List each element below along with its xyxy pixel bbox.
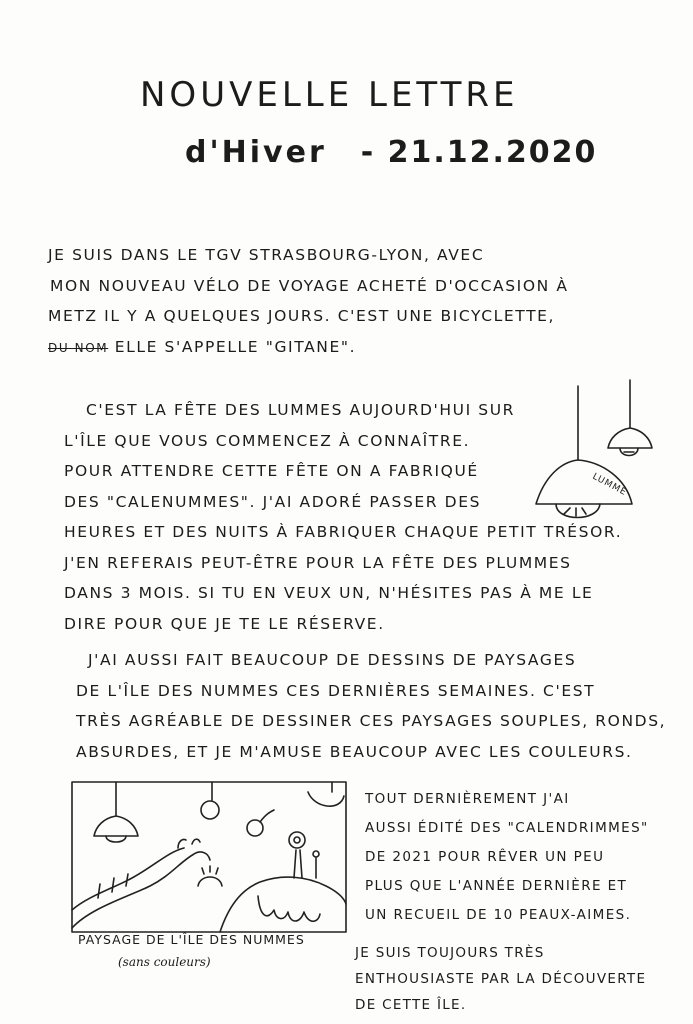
text-line: ABSURDES, ET JE M'AMUSE BEAUCOUP AVEC LES COULEURS.	[76, 742, 633, 761]
text-line: TRÈS AGRÉABLE DE DESSINER CES PAYSAGES SOUPLES, RONDS,	[76, 712, 667, 730]
text-line: DIRE POUR QUE JE TE LE RÉSERVE.	[64, 614, 385, 633]
letter-title: NOUVELLE LETTRE	[140, 75, 519, 115]
text-line: JE SUIS DANS LE TGV STRASBOURG-LYON, AVEC	[48, 246, 485, 264]
drawing-caption-note: (sans couleurs)	[118, 955, 211, 969]
text-line: J'EN REFERAIS PEUT-ÊTRE POUR LA FÊTE DES PLUMMES	[64, 553, 572, 572]
paragraph-paysages	[76, 645, 666, 767]
crossed-out-text: DU NOM	[48, 340, 109, 355]
text-line: JE SUIS TOUJOURS TRÈS	[355, 945, 545, 961]
paragraph-enthousiaste	[355, 940, 646, 1018]
paragraph-train	[48, 240, 569, 363]
text-line: DE 2021 POUR RÊVER UN PEU	[365, 849, 605, 865]
text-line	[48, 332, 569, 364]
landscape-drawing	[70, 778, 350, 938]
subtitle-text: d'Hiver	[185, 135, 327, 170]
text-fragment: ELLE S'APPELLE "GITANE".	[114, 337, 357, 356]
text-line: METZ IL Y A QUELQUES JOURS. C'EST UNE BICYCLETTE,	[48, 307, 556, 325]
text-line: C'EST LA FÊTE DES LUMMES AUJOURD'HUI SUR	[86, 401, 516, 419]
text-line: J'AI AUSSI FAIT BEAUCOUP DE DESSINS DE PAYSAGES	[88, 651, 577, 669]
text-line: ENTHOUSIASTE PAR LA DÉCOUVERTE	[355, 971, 647, 987]
text-line: POUR ATTENDRE CETTE FÊTE ON A FABRIQUÉ	[64, 462, 479, 480]
lummes-lamps-drawing	[520, 378, 670, 538]
text-line: HEURES ET DES NUITS À FABRIQUER CHAQUE PETIT TRÉSOR.	[64, 523, 623, 541]
text-line: DE L'ÎLE DES NUMMES CES DERNIÈRES SEMAINES. C'EST	[76, 681, 596, 700]
drawing-caption: PAYSAGE DE L'ÎLE DES NUMMES	[78, 932, 305, 947]
letter-subtitle	[185, 135, 598, 170]
letter-date: - 21.12.2020	[360, 135, 598, 170]
text-line: PLUS QUE L'ANNÉE DERNIÈRE ET	[365, 878, 628, 894]
text-line: UN RECUEIL DE 10 PEAUX-AIMES.	[365, 907, 632, 923]
text-line: DE CETTE ÎLE.	[355, 997, 467, 1013]
text-line: AUSSI ÉDITÉ DES "CALENDRIMMES"	[365, 820, 649, 836]
text-line: L'ÎLE QUE VOUS COMMENCEZ À CONNAÎTRE.	[64, 431, 471, 450]
lamp-label: LUMME	[590, 471, 629, 499]
paragraph-calendrimmes	[365, 785, 649, 930]
text-line: DES "CALENUMMES". J'AI ADORÉ PASSER DES	[64, 492, 482, 511]
text-line: MON NOUVEAU VÉLO DE VOYAGE ACHETÉ D'OCCASION À	[50, 276, 569, 295]
text-line: DANS 3 MOIS. SI TU EN VEUX UN, N'HÉSITES PAS À ME LE	[64, 584, 594, 602]
text-line: TOUT DERNIÈREMENT J'AI	[365, 791, 570, 807]
